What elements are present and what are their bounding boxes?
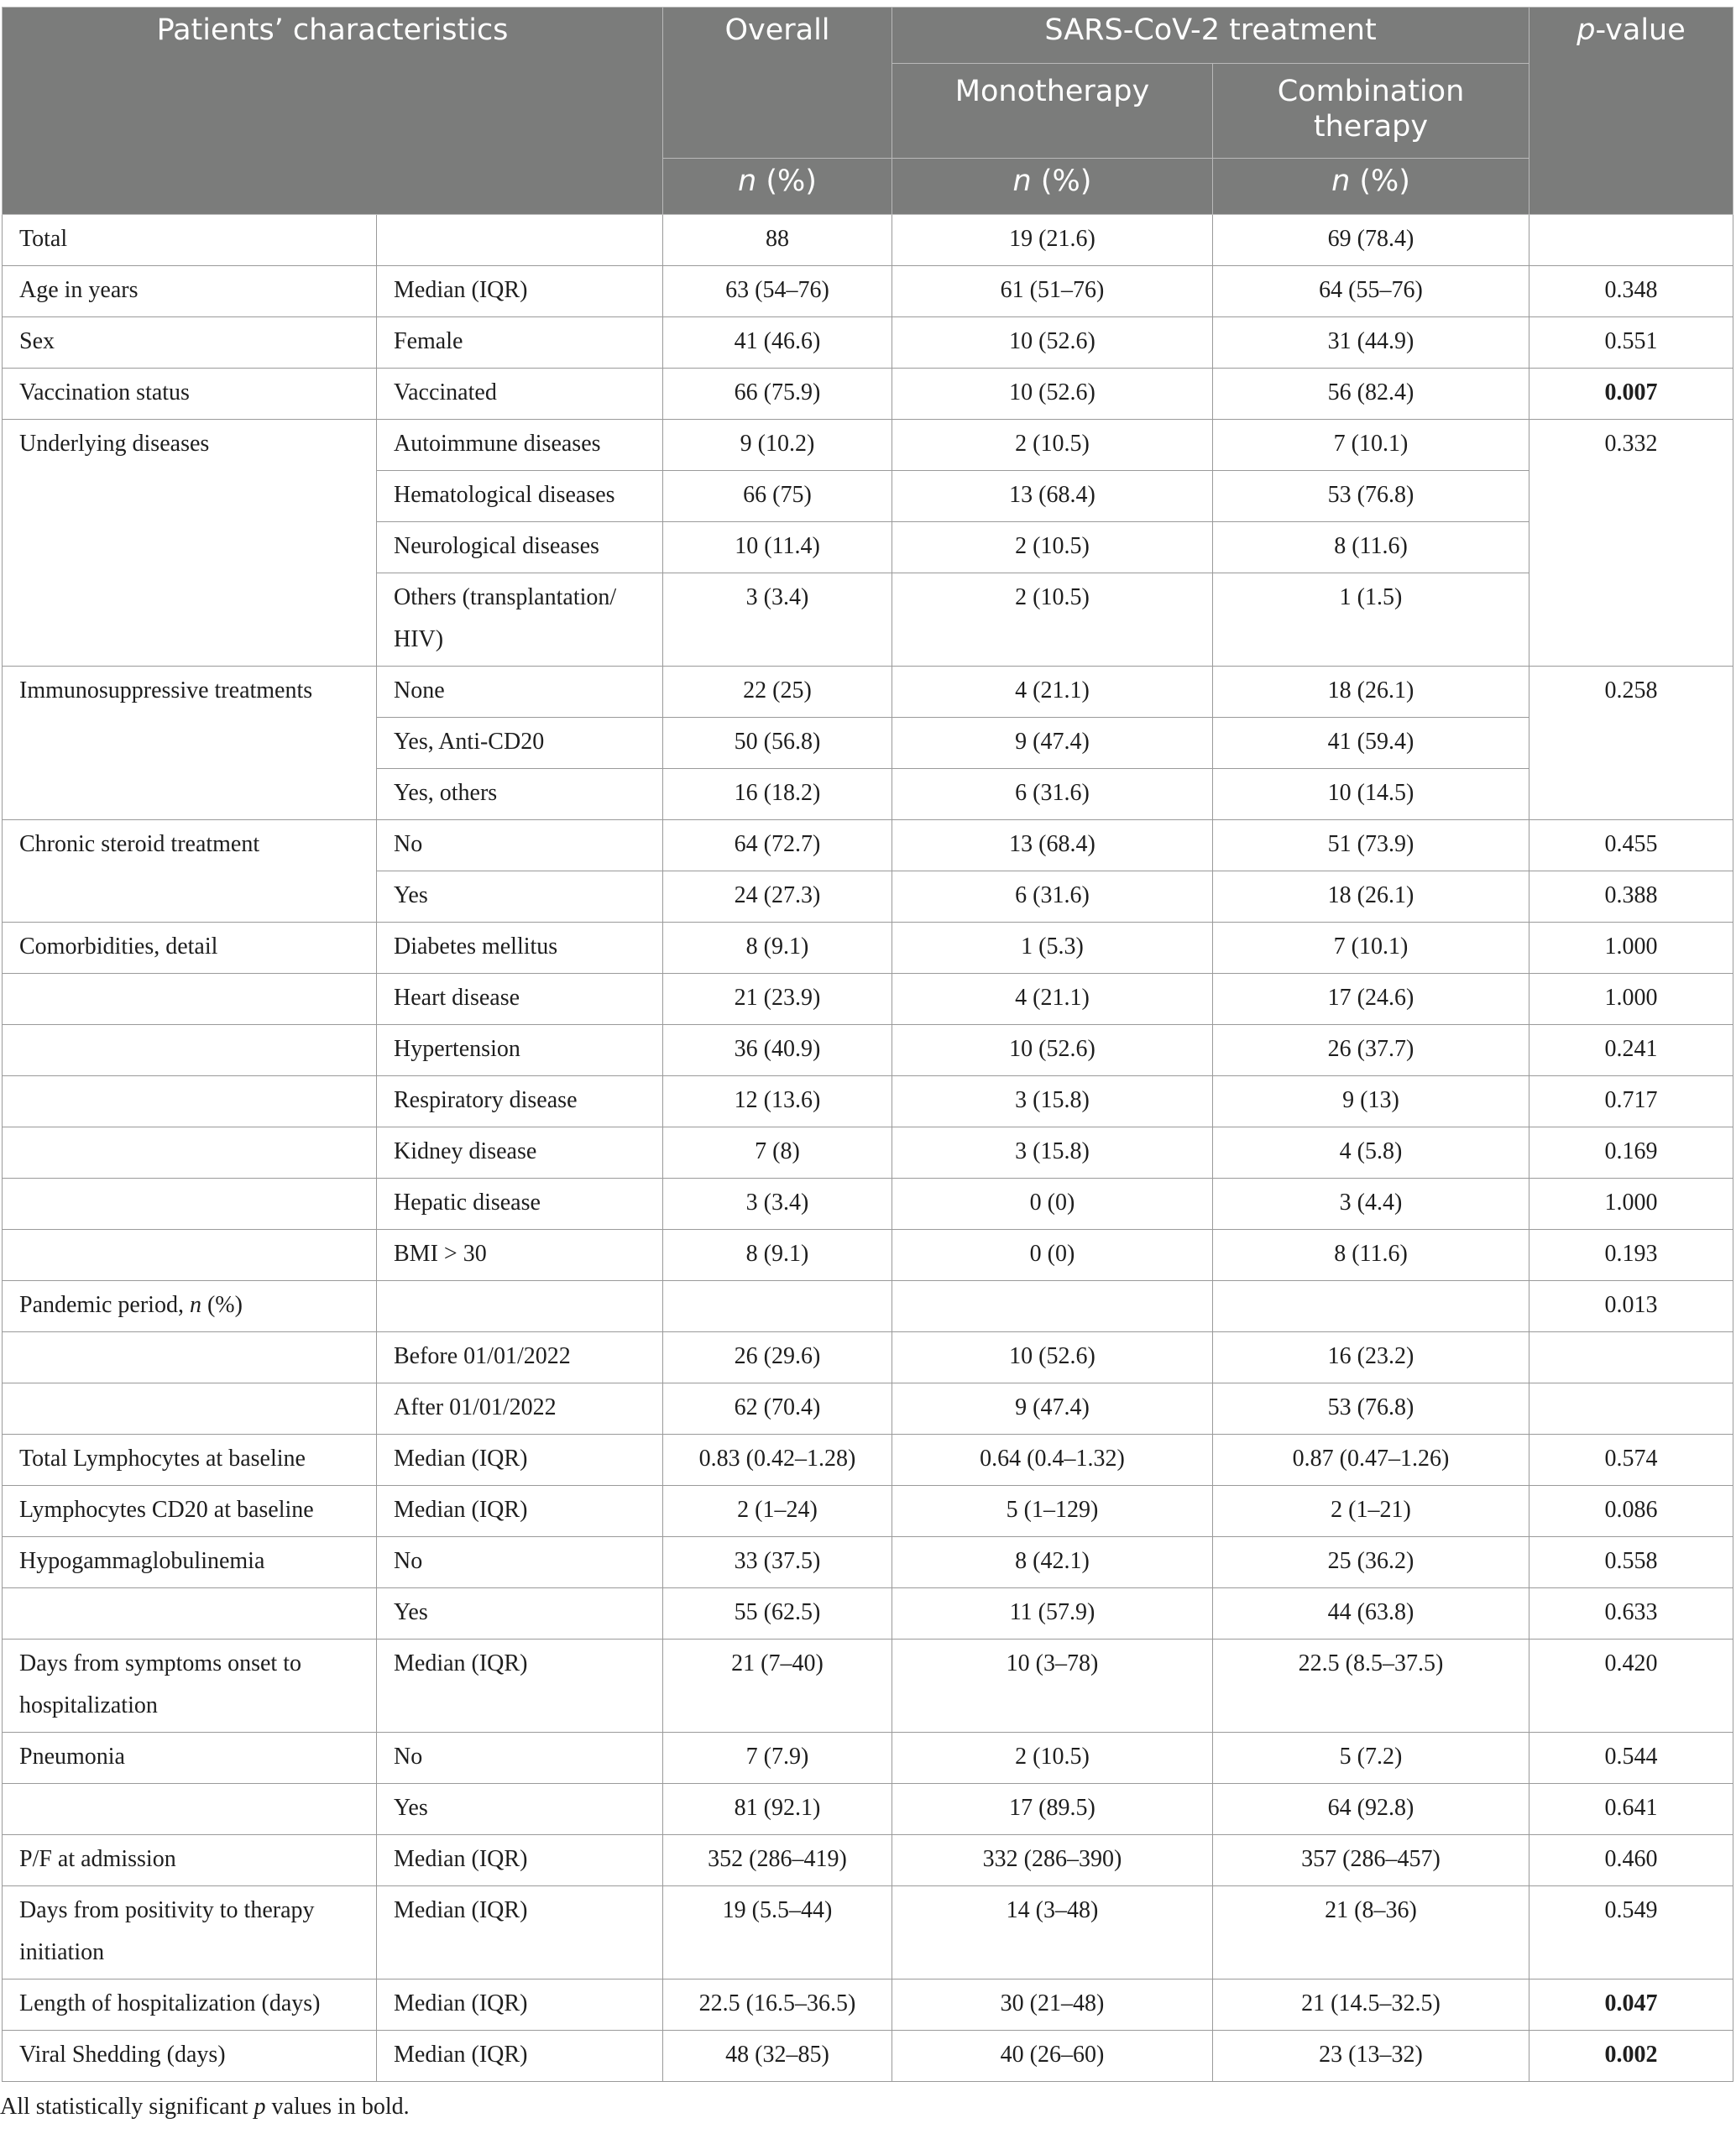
cell-p-value: 0.574 <box>1529 1435 1733 1486</box>
cell-combination: 64 (92.8) <box>1213 1784 1529 1835</box>
cell-combination: 9 (13) <box>1213 1076 1529 1127</box>
table-row <box>3 420 1733 471</box>
cell-overall: 48 (32–85) <box>663 2031 892 2082</box>
row-label <box>3 1179 377 1230</box>
row-label <box>3 1230 377 1281</box>
table-row <box>3 974 1733 1025</box>
cell-p-value: 0.633 <box>1529 1588 1733 1640</box>
row-sublabel <box>377 215 663 266</box>
row-sublabel: Kidney disease <box>377 1127 663 1179</box>
cell-combination: 41 (59.4) <box>1213 718 1529 769</box>
cell-p-value: 0.544 <box>1529 1733 1733 1784</box>
cell-overall: 352 (286–419) <box>663 1835 892 1886</box>
cell-p-value: 0.086 <box>1529 1486 1733 1537</box>
header-n-overall <box>663 159 892 215</box>
row-label: Viral Shedding (days) <box>3 2031 377 2082</box>
cell-p-value: 0.013 <box>1529 1281 1733 1332</box>
header-characteristics: Patients’ characteristics <box>3 8 663 215</box>
cell-monotherapy: 0 (0) <box>892 1230 1213 1281</box>
table-row <box>3 1127 1733 1179</box>
cell-combination: 7 (10.1) <box>1213 923 1529 974</box>
row-label: Days from symptoms onset to hospitalization <box>3 1640 377 1733</box>
pct-label: (%) <box>756 165 817 198</box>
cell-p-value: 0.420 <box>1529 1640 1733 1733</box>
row-sublabel: Median (IQR) <box>377 1979 663 2031</box>
table-row <box>3 1784 1733 1835</box>
row-label: Days from positivity to therapy initiation <box>3 1886 377 1979</box>
footnote-text: All statistically significant <box>0 2094 254 2120</box>
cell-monotherapy: 3 (15.8) <box>892 1076 1213 1127</box>
cell-overall: 9 (10.2) <box>663 420 892 471</box>
table-row <box>3 1640 1733 1733</box>
table-row <box>3 2031 1733 2082</box>
row-sublabel: Respiratory disease <box>377 1076 663 1127</box>
cell-overall: 10 (11.4) <box>663 522 892 573</box>
table-row <box>3 1979 1733 2031</box>
cell-monotherapy: 40 (26–60) <box>892 2031 1213 2082</box>
cell-p-value: 0.460 <box>1529 1835 1733 1886</box>
row-label <box>3 1332 377 1383</box>
table-row <box>3 1179 1733 1230</box>
row-sublabel: After 01/01/2022 <box>377 1383 663 1435</box>
cell-p-value-significant: 0.002 <box>1529 2031 1733 2082</box>
header-n-monotherapy <box>892 159 1213 215</box>
cell-combination: 357 (286–457) <box>1213 1835 1529 1886</box>
row-sublabel <box>377 1281 663 1332</box>
row-label: Chronic steroid treatment <box>3 820 377 923</box>
row-label <box>3 1383 377 1435</box>
cell-overall: 36 (40.9) <box>663 1025 892 1076</box>
row-label <box>3 1127 377 1179</box>
cell-combination: 23 (13–32) <box>1213 2031 1529 2082</box>
row-label: Age in years <box>3 266 377 317</box>
row-sublabel: Median (IQR) <box>377 1835 663 1886</box>
pct-label: (%) <box>1350 165 1410 198</box>
cell-overall: 19 (5.5–44) <box>663 1886 892 1979</box>
cell-p-value-significant: 0.007 <box>1529 369 1733 420</box>
row-sublabel: No <box>377 820 663 871</box>
row-sublabel: Yes, others <box>377 769 663 820</box>
cell-combination: 10 (14.5) <box>1213 769 1529 820</box>
cell-overall: 3 (3.4) <box>663 1179 892 1230</box>
cell-overall: 16 (18.2) <box>663 769 892 820</box>
cell-overall: 21 (7–40) <box>663 1640 892 1733</box>
cell-monotherapy: 2 (10.5) <box>892 420 1213 471</box>
cell-overall: 55 (62.5) <box>663 1588 892 1640</box>
cell-p-value <box>1529 1332 1733 1383</box>
n-label: n <box>1012 165 1032 198</box>
table-row <box>3 1025 1733 1076</box>
cell-overall: 33 (37.5) <box>663 1537 892 1588</box>
header-n-combination <box>1213 159 1529 215</box>
cell-p-value: 0.717 <box>1529 1076 1733 1127</box>
cell-monotherapy: 332 (286–390) <box>892 1835 1213 1886</box>
header-treatment-group: SARS-CoV-2 treatment <box>892 8 1529 64</box>
cell-overall: 22.5 (16.5–36.5) <box>663 1979 892 2031</box>
cell-p-value: 0.641 <box>1529 1784 1733 1835</box>
row-label: Lymphocytes CD20 at baseline <box>3 1486 377 1537</box>
cell-p-value-significant: 0.047 <box>1529 1979 1733 2031</box>
cell-p-value: 0.558 <box>1529 1537 1733 1588</box>
cell-overall: 63 (54–76) <box>663 266 892 317</box>
cell-monotherapy: 2 (10.5) <box>892 522 1213 573</box>
cell-combination: 22.5 (8.5–37.5) <box>1213 1640 1529 1733</box>
table-footnote <box>0 2094 410 2121</box>
cell-monotherapy: 2 (10.5) <box>892 1733 1213 1784</box>
cell-monotherapy: 9 (47.4) <box>892 1383 1213 1435</box>
cell-p-value: 0.193 <box>1529 1230 1733 1281</box>
cell-p-value: 0.455 <box>1529 820 1733 871</box>
row-sublabel: Diabetes mellitus <box>377 923 663 974</box>
row-label <box>3 1588 377 1640</box>
cell-monotherapy: 19 (21.6) <box>892 215 1213 266</box>
cell-p-value: 0.169 <box>1529 1127 1733 1179</box>
cell-overall: 3 (3.4) <box>663 573 892 667</box>
cell-overall: 50 (56.8) <box>663 718 892 769</box>
cell-monotherapy: 13 (68.4) <box>892 471 1213 522</box>
cell-combination: 56 (82.4) <box>1213 369 1529 420</box>
cell-monotherapy: 8 (42.1) <box>892 1537 1213 1588</box>
row-sublabel: Yes <box>377 1588 663 1640</box>
row-sublabel: BMI > 30 <box>377 1230 663 1281</box>
row-sublabel: Heart disease <box>377 974 663 1025</box>
cell-monotherapy: 2 (10.5) <box>892 573 1213 667</box>
cell-monotherapy: 14 (3–48) <box>892 1886 1213 1979</box>
cell-combination <box>1213 1281 1529 1332</box>
header-monotherapy: Monotherapy <box>892 64 1213 159</box>
header-p-rest: -value <box>1595 13 1686 47</box>
table-row <box>3 667 1733 718</box>
cell-overall: 66 (75.9) <box>663 369 892 420</box>
cell-monotherapy: 10 (52.6) <box>892 317 1213 369</box>
row-sublabel: Median (IQR) <box>377 2031 663 2082</box>
row-label: Hypogammaglobulinemia <box>3 1537 377 1588</box>
row-label <box>3 1281 377 1332</box>
row-sublabel: Median (IQR) <box>377 1486 663 1537</box>
table-row <box>3 1486 1733 1537</box>
header-overall: Overall <box>663 8 892 159</box>
row-sublabel: Yes <box>377 1784 663 1835</box>
cell-combination: 7 (10.1) <box>1213 420 1529 471</box>
header-p-italic: p <box>1577 13 1596 47</box>
cell-combination: 18 (26.1) <box>1213 871 1529 923</box>
cell-p-value <box>1529 215 1733 266</box>
cell-combination: 4 (5.8) <box>1213 1127 1529 1179</box>
cell-overall: 12 (13.6) <box>663 1076 892 1127</box>
cell-p-value: 0.332 <box>1529 420 1733 667</box>
cell-combination: 25 (36.2) <box>1213 1537 1529 1588</box>
table-row <box>3 266 1733 317</box>
cell-combination: 18 (26.1) <box>1213 667 1529 718</box>
cell-combination: 0.87 (0.47–1.26) <box>1213 1435 1529 1486</box>
row-sublabel: Yes <box>377 871 663 923</box>
row-sublabel: Median (IQR) <box>377 1435 663 1486</box>
cell-p-value: 0.549 <box>1529 1886 1733 1979</box>
row-sublabel: Autoimmune diseases <box>377 420 663 471</box>
cell-monotherapy: 0 (0) <box>892 1179 1213 1230</box>
cell-combination: 3 (4.4) <box>1213 1179 1529 1230</box>
cell-p-value: 0.388 <box>1529 871 1733 923</box>
row-sublabel: No <box>377 1733 663 1784</box>
cell-overall: 64 (72.7) <box>663 820 892 871</box>
row-sublabel: None <box>377 667 663 718</box>
header-combination: Combination therapy <box>1213 64 1529 159</box>
cell-p-value <box>1529 1383 1733 1435</box>
cell-overall: 88 <box>663 215 892 266</box>
cell-combination: 64 (55–76) <box>1213 266 1529 317</box>
cell-combination: 44 (63.8) <box>1213 1588 1529 1640</box>
cell-p-value: 0.258 <box>1529 667 1733 820</box>
table-row <box>3 1230 1733 1281</box>
row-label: Vaccination status <box>3 369 377 420</box>
cell-monotherapy: 10 (52.6) <box>892 369 1213 420</box>
cell-combination: 8 (11.6) <box>1213 1230 1529 1281</box>
cell-combination: 8 (11.6) <box>1213 522 1529 573</box>
cell-combination: 53 (76.8) <box>1213 471 1529 522</box>
cell-p-value: 0.551 <box>1529 317 1733 369</box>
table-row <box>3 923 1733 974</box>
cell-overall <box>663 1281 892 1332</box>
table-row <box>3 820 1733 871</box>
cell-overall: 22 (25) <box>663 667 892 718</box>
cell-overall: 8 (9.1) <box>663 1230 892 1281</box>
row-label-n: n <box>189 1292 201 1318</box>
cell-monotherapy: 1 (5.3) <box>892 923 1213 974</box>
row-label-text: Pandemic period, <box>19 1292 190 1318</box>
cell-p-value: 1.000 <box>1529 923 1733 974</box>
table-body <box>3 215 1733 2082</box>
row-label: Sex <box>3 317 377 369</box>
table-row <box>3 1332 1733 1383</box>
row-sublabel: Others (transplantation/ HIV) <box>377 573 663 667</box>
cell-overall: 21 (23.9) <box>663 974 892 1025</box>
footnote-text-end: values in bold. <box>265 2094 410 2120</box>
row-label <box>3 1025 377 1076</box>
cell-monotherapy <box>892 1281 1213 1332</box>
cell-overall: 24 (27.3) <box>663 871 892 923</box>
cell-combination: 1 (1.5) <box>1213 573 1529 667</box>
cell-monotherapy: 9 (47.4) <box>892 718 1213 769</box>
cell-overall: 7 (7.9) <box>663 1733 892 1784</box>
cell-monotherapy: 61 (51–76) <box>892 266 1213 317</box>
cell-monotherapy: 10 (52.6) <box>892 1332 1213 1383</box>
row-sublabel: Hepatic disease <box>377 1179 663 1230</box>
table-row <box>3 1383 1733 1435</box>
row-label <box>3 974 377 1025</box>
row-label: Total Lymphocytes at baseline <box>3 1435 377 1486</box>
cell-overall: 62 (70.4) <box>663 1383 892 1435</box>
characteristics-table <box>2 7 1733 2082</box>
row-sublabel: Vaccinated <box>377 369 663 420</box>
row-label <box>3 1076 377 1127</box>
row-sublabel: Yes, Anti-CD20 <box>377 718 663 769</box>
cell-combination: 21 (14.5–32.5) <box>1213 1979 1529 2031</box>
table-row <box>3 369 1733 420</box>
cell-combination: 69 (78.4) <box>1213 215 1529 266</box>
cell-overall: 41 (46.6) <box>663 317 892 369</box>
table-row <box>3 1835 1733 1886</box>
pct-label: (%) <box>1031 165 1092 198</box>
table-row <box>3 1886 1733 1979</box>
row-label <box>3 1784 377 1835</box>
cell-combination: 17 (24.6) <box>1213 974 1529 1025</box>
cell-monotherapy: 10 (52.6) <box>892 1025 1213 1076</box>
table-row <box>3 1435 1733 1486</box>
row-label: Immunosuppressive treatments <box>3 667 377 820</box>
table-row <box>3 215 1733 266</box>
row-label: Pneumonia <box>3 1733 377 1784</box>
cell-combination: 53 (76.8) <box>1213 1383 1529 1435</box>
table-row <box>3 1588 1733 1640</box>
cell-monotherapy: 0.64 (0.4–1.32) <box>892 1435 1213 1486</box>
table-header <box>3 8 1733 215</box>
cell-monotherapy: 30 (21–48) <box>892 1979 1213 2031</box>
cell-monotherapy: 17 (89.5) <box>892 1784 1213 1835</box>
table-row <box>3 1733 1733 1784</box>
cell-combination: 5 (7.2) <box>1213 1733 1529 1784</box>
cell-monotherapy: 3 (15.8) <box>892 1127 1213 1179</box>
cell-p-value: 1.000 <box>1529 974 1733 1025</box>
cell-p-value: 0.348 <box>1529 266 1733 317</box>
cell-overall: 8 (9.1) <box>663 923 892 974</box>
cell-combination: 51 (73.9) <box>1213 820 1529 871</box>
row-sublabel: Median (IQR) <box>377 266 663 317</box>
cell-overall: 26 (29.6) <box>663 1332 892 1383</box>
table-row <box>3 1281 1733 1332</box>
table-row <box>3 317 1733 369</box>
table-row <box>3 1537 1733 1588</box>
cell-p-value: 1.000 <box>1529 1179 1733 1230</box>
cell-monotherapy: 10 (3–78) <box>892 1640 1213 1733</box>
cell-overall: 2 (1–24) <box>663 1486 892 1537</box>
n-label: n <box>738 165 757 198</box>
row-sublabel: Median (IQR) <box>377 1886 663 1979</box>
cell-monotherapy: 6 (31.6) <box>892 769 1213 820</box>
row-sublabel: Median (IQR) <box>377 1640 663 1733</box>
cell-combination: 26 (37.7) <box>1213 1025 1529 1076</box>
n-label: n <box>1331 165 1351 198</box>
row-label: Comorbidities, detail <box>3 923 377 974</box>
cell-combination: 2 (1–21) <box>1213 1486 1529 1537</box>
cell-overall: 81 (92.1) <box>663 1784 892 1835</box>
cell-monotherapy: 11 (57.9) <box>892 1588 1213 1640</box>
cell-monotherapy: 5 (1–129) <box>892 1486 1213 1537</box>
row-sublabel: Hypertension <box>377 1025 663 1076</box>
row-sublabel: No <box>377 1537 663 1588</box>
cell-monotherapy: 4 (21.1) <box>892 974 1213 1025</box>
row-label: Underlying diseases <box>3 420 377 667</box>
row-sublabel: Hematological diseases <box>377 471 663 522</box>
cell-monotherapy: 4 (21.1) <box>892 667 1213 718</box>
cell-p-value: 0.241 <box>1529 1025 1733 1076</box>
cell-combination: 31 (44.9) <box>1213 317 1529 369</box>
row-label-pct: (%) <box>201 1292 243 1318</box>
cell-overall: 66 (75) <box>663 471 892 522</box>
footnote-p: p <box>254 2094 266 2120</box>
cell-overall: 7 (8) <box>663 1127 892 1179</box>
cell-combination: 16 (23.2) <box>1213 1332 1529 1383</box>
row-label: P/F at admission <box>3 1835 377 1886</box>
row-label: Length of hospitalization (days) <box>3 1979 377 2031</box>
row-sublabel: Before 01/01/2022 <box>377 1332 663 1383</box>
cell-overall: 0.83 (0.42–1.28) <box>663 1435 892 1486</box>
row-label: Total <box>3 215 377 266</box>
cell-monotherapy: 13 (68.4) <box>892 820 1213 871</box>
table-row <box>3 1076 1733 1127</box>
header-p-value <box>1529 8 1733 215</box>
row-sublabel: Neurological diseases <box>377 522 663 573</box>
cell-monotherapy: 6 (31.6) <box>892 871 1213 923</box>
row-sublabel: Female <box>377 317 663 369</box>
cell-combination: 21 (8–36) <box>1213 1886 1529 1979</box>
